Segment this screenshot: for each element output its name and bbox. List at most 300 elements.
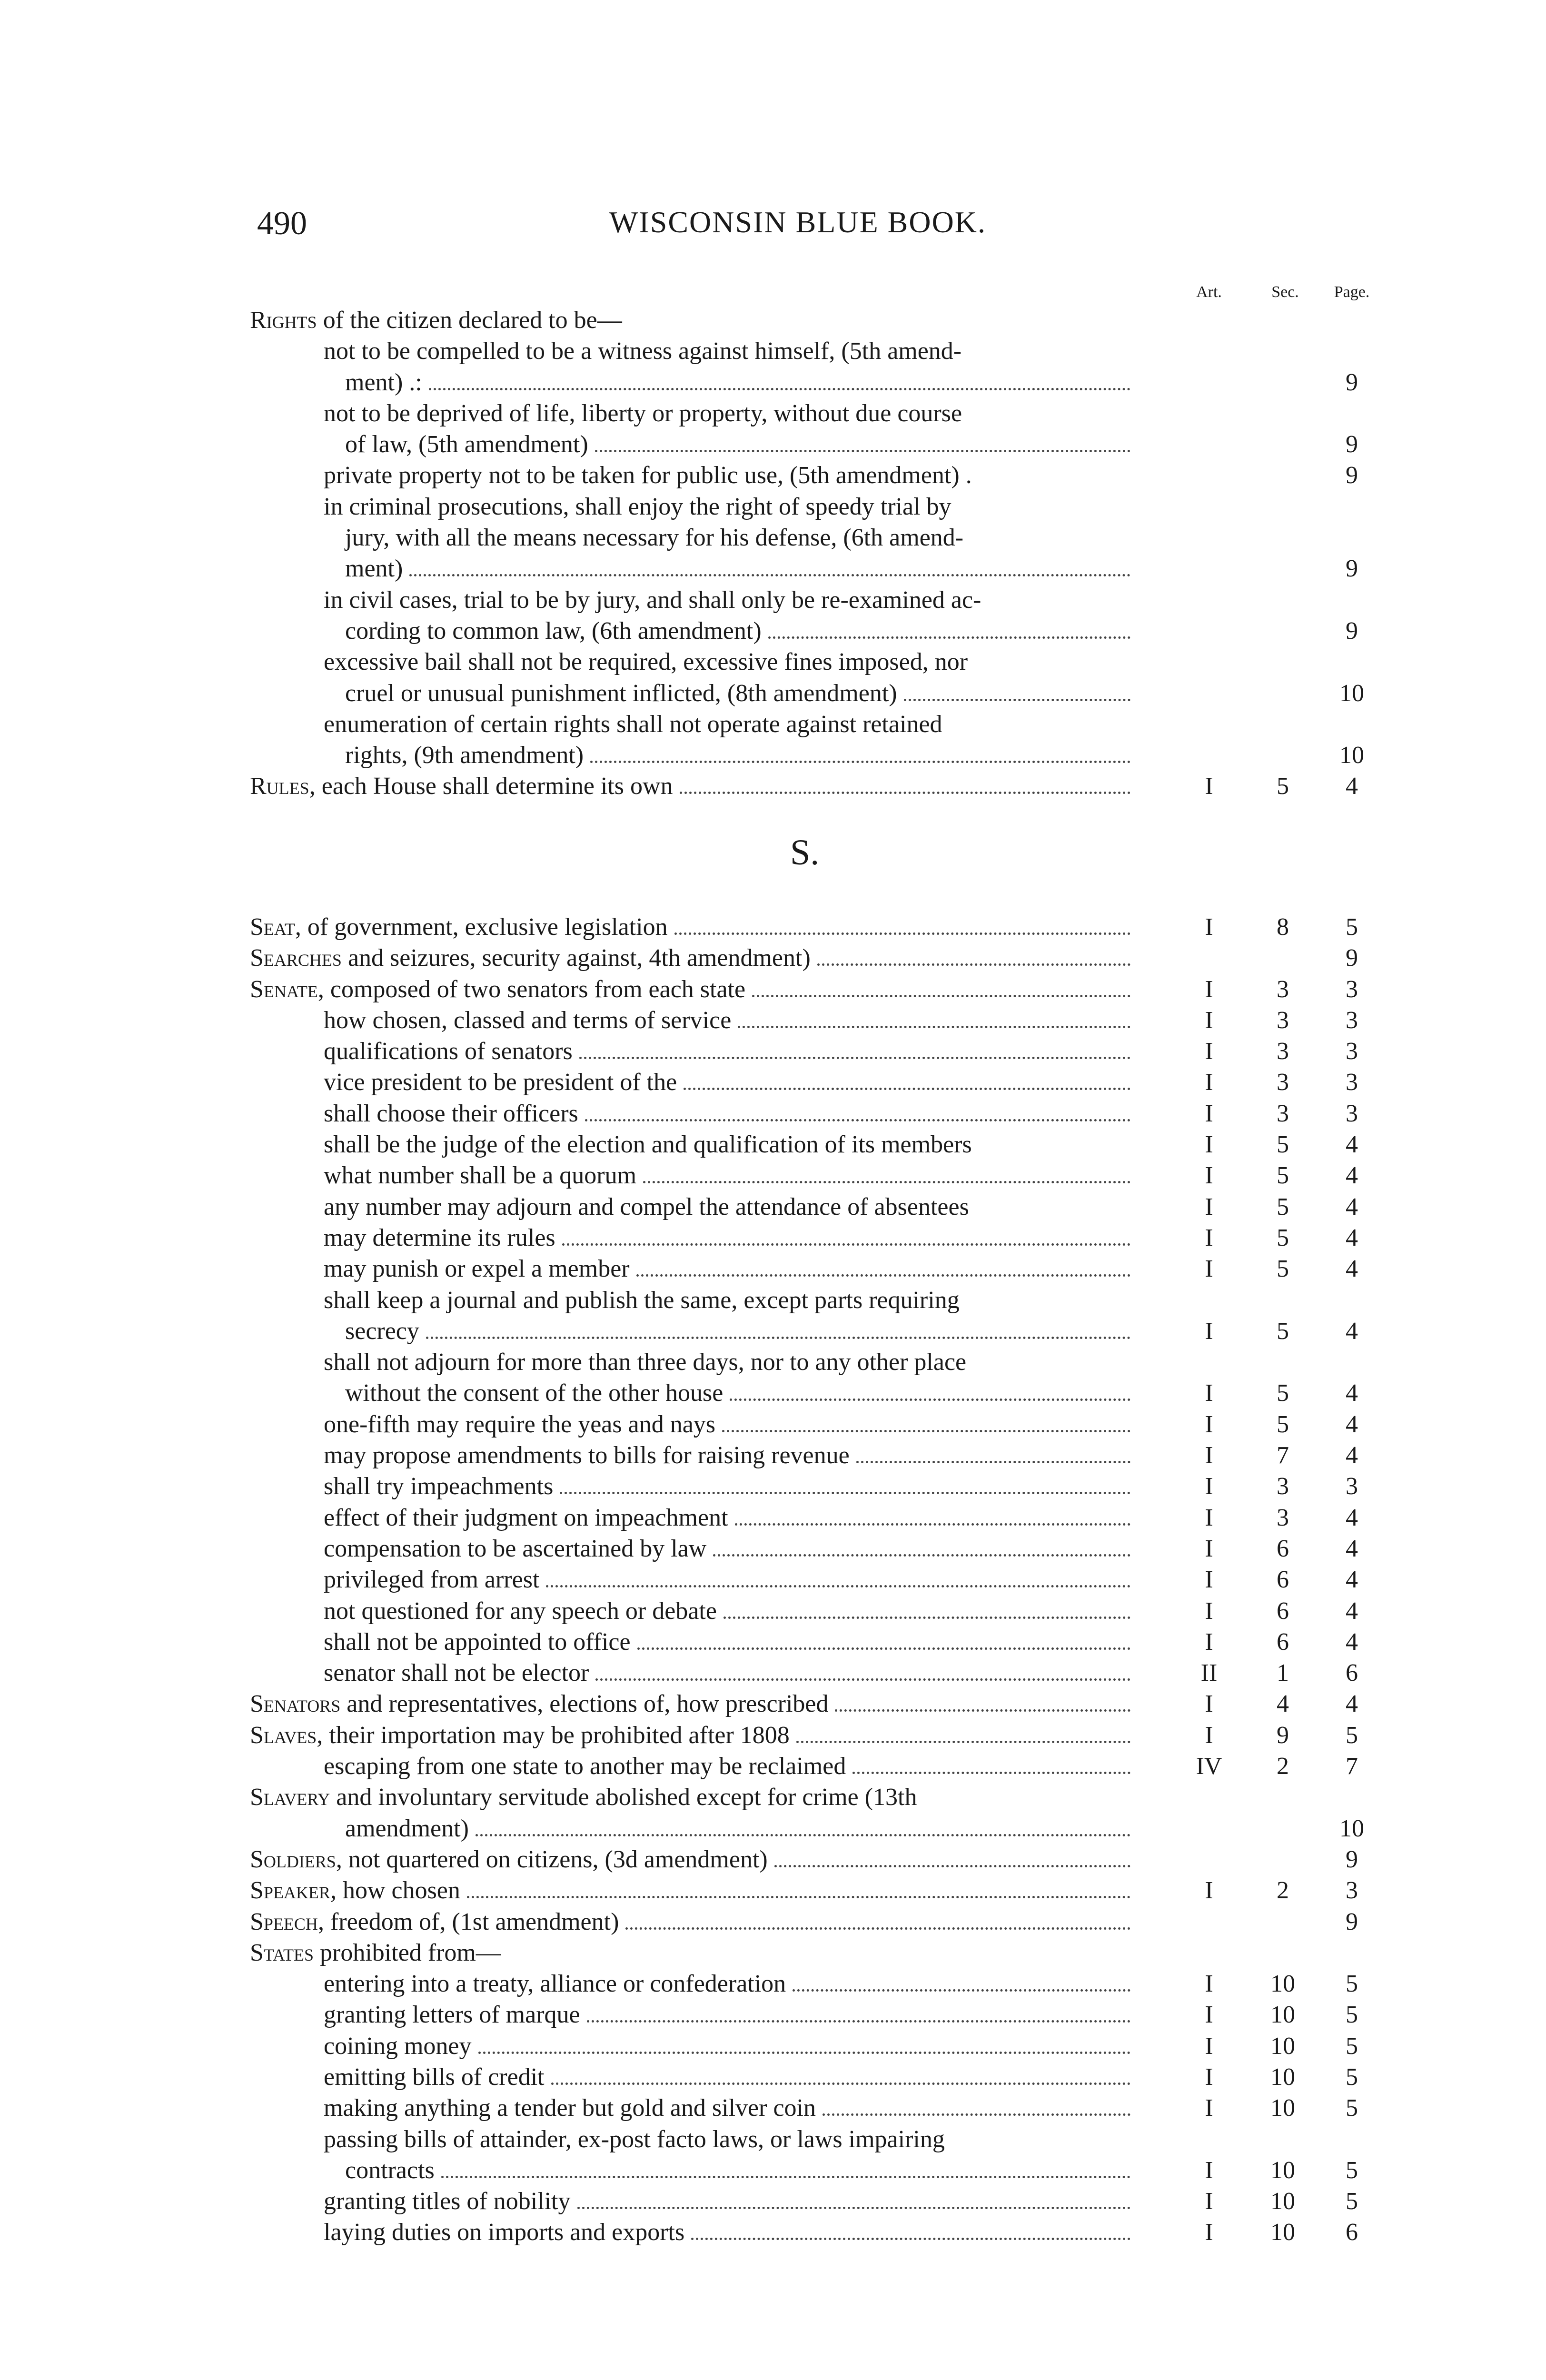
entry-description: jury, with all the means necessary for his defense, (6th amend- [345, 524, 964, 552]
index-entry [0, 942, 1546, 973]
entry-text [324, 709, 942, 740]
entry-description: granting titles of nobility [324, 2188, 571, 2215]
page-reference: 9 [1346, 555, 1358, 583]
page-reference: 4 [1346, 1317, 1358, 1345]
entry-heading: Slaves [250, 1721, 317, 1749]
dot-leader [684, 1067, 1130, 1098]
dot-leader [752, 974, 1130, 1005]
entry-description: and involuntary servitude abolished except for crime (13th [330, 1784, 917, 1811]
section-number: 10 [1270, 2219, 1295, 2246]
entry-text [324, 1564, 539, 1595]
entry-text [345, 1378, 723, 1408]
entry-text [345, 2155, 435, 2186]
dot-leader [546, 1564, 1130, 1595]
page-reference: 4 [1346, 1690, 1358, 1718]
dot-leader [595, 429, 1130, 460]
page-reference: 5 [1346, 2063, 1358, 2091]
entry-text [250, 1688, 828, 1719]
dot-leader [856, 1440, 1130, 1471]
entry-description: private property not to be taken for public use, (5th amendment) . [324, 462, 972, 489]
entry-description: granting letters of marque [324, 2001, 580, 2029]
entry-text [345, 740, 584, 771]
dot-leader [562, 1222, 1130, 1253]
entry-description: shall not be appointed to office [324, 1628, 631, 1656]
entry-heading: States [250, 1939, 314, 1966]
page-number: 490 [257, 205, 307, 242]
page-reference: 4 [1346, 1131, 1358, 1159]
article-number: II [1200, 1659, 1218, 1687]
section-number: 2 [1277, 1877, 1289, 1904]
page-reference: 3 [1346, 1877, 1358, 1904]
dot-leader [637, 1626, 1130, 1657]
dot-leader [680, 771, 1130, 802]
entry-text [324, 1253, 630, 1284]
entry-text [324, 1005, 731, 1036]
entry-description: senator shall not be elector [324, 1659, 589, 1687]
index-entry [0, 1844, 1546, 1875]
entry-description: may punish or expel a member [324, 1255, 630, 1283]
entry-text [250, 1782, 917, 1813]
entry-description: cruel or unusual punishment inflicted, (8th amendment) [345, 679, 897, 707]
index-entry [0, 1036, 1546, 1067]
article-number: I [1205, 773, 1213, 800]
entry-description: contracts [345, 2156, 435, 2184]
page-reference: 9 [1346, 368, 1358, 396]
page-reference: 4 [1346, 1162, 1358, 1190]
entry-text [324, 2217, 684, 2248]
section-number: 1 [1277, 1659, 1289, 1687]
section-number: 5 [1277, 1410, 1289, 1438]
index-entry [0, 1222, 1546, 1253]
page-reference: 9 [1346, 462, 1358, 489]
index-entry [0, 740, 1546, 771]
page-reference: 4 [1346, 1504, 1358, 1531]
dot-leader [426, 1316, 1130, 1347]
entry-text [324, 1533, 706, 1564]
index-entry [0, 585, 1546, 615]
section-letter: S. [790, 833, 820, 873]
entry-text [324, 1067, 677, 1098]
entry-text [324, 1657, 589, 1688]
entry-description: qualifications of senators [324, 1038, 573, 1065]
entry-description: and representatives, elections of, how prescribed [340, 1690, 829, 1718]
index-entry [0, 2031, 1546, 2062]
entry-text [345, 678, 897, 709]
section-number: 10 [1270, 2094, 1295, 2122]
dot-leader [409, 553, 1130, 584]
entry-text [324, 2062, 545, 2092]
index-entry [0, 1626, 1546, 1657]
article-number: I [1205, 2032, 1213, 2060]
entry-text [324, 2124, 945, 2155]
entry-text [250, 1875, 460, 1906]
section-number: 3 [1277, 1038, 1289, 1065]
index-entry [0, 522, 1546, 553]
index-entry [0, 1378, 1546, 1408]
article-number: I [1205, 1410, 1213, 1438]
section-number: 9 [1277, 1721, 1289, 1749]
entry-description: and seizures, security against, 4th amendment) [341, 944, 811, 972]
page-reference: 4 [1346, 1193, 1358, 1220]
page-reference: 5 [1346, 1970, 1358, 1998]
entry-description: making anything a tender but gold and silver coin [324, 2094, 816, 2122]
entry-text [250, 974, 745, 1005]
page-reference: 3 [1346, 975, 1358, 1003]
entry-text [250, 771, 673, 802]
entry-text [345, 1316, 419, 1347]
index-entry [0, 974, 1546, 1005]
article-number: I [1205, 1970, 1213, 1998]
entry-description: shall not adjourn for more than three days, nor to any other place [324, 1349, 967, 1376]
page-reference: 6 [1346, 2219, 1358, 2246]
section-number: 3 [1277, 1504, 1289, 1531]
index-entry [0, 1253, 1546, 1284]
article-number: I [1205, 1069, 1213, 1096]
index-entry [0, 1347, 1546, 1378]
index-entry [0, 398, 1546, 429]
entry-text [250, 1937, 501, 1968]
entry-description: enumeration of certain rights shall not operate against retained [324, 710, 942, 738]
article-number: IV [1196, 1753, 1222, 1780]
article-number: I [1205, 2001, 1213, 2029]
entry-description: , how chosen [330, 1877, 460, 1904]
section-number: 6 [1277, 1535, 1289, 1562]
entry-heading: Speech [250, 1908, 318, 1935]
article-number: I [1205, 1877, 1213, 1904]
page-reference: 5 [1346, 2094, 1358, 2122]
section-number: 3 [1277, 1069, 1289, 1096]
entry-text [324, 1160, 636, 1191]
entry-description: shall keep a journal and publish the same, except parts requiring [324, 1286, 960, 1314]
entry-heading: Soldiers [250, 1845, 336, 1873]
entry-text [324, 1036, 573, 1067]
article-number: I [1205, 2094, 1213, 2122]
entry-text [250, 912, 668, 942]
entry-description: in civil cases, trial to be by jury, and shall only be re-examined ac- [324, 586, 981, 614]
section-number: 2 [1277, 1753, 1289, 1780]
article-number: I [1205, 1193, 1213, 1220]
entry-description: cording to common law, (6th amendment) [345, 617, 762, 645]
article-number: I [1205, 2156, 1213, 2184]
entry-text [324, 2031, 472, 2062]
entry-heading: Searches [250, 944, 342, 972]
entry-description: secrecy [345, 1317, 419, 1345]
entry-text [324, 585, 981, 615]
section-number: 6 [1277, 1628, 1289, 1656]
article-number: I [1205, 2063, 1213, 2091]
index-entry [0, 1968, 1546, 1999]
article-number: I [1205, 1038, 1213, 1065]
index-entry [0, 912, 1546, 942]
page-reference: 4 [1346, 1597, 1358, 1625]
page-reference: 4 [1346, 1410, 1358, 1438]
dot-leader [730, 1378, 1130, 1408]
section-number: 10 [1270, 2001, 1295, 2029]
index-entry [0, 1813, 1546, 1844]
article-number: I [1205, 1535, 1213, 1562]
article-number: I [1205, 1597, 1213, 1625]
entry-description: coining money [324, 2032, 472, 2060]
entry-text [324, 1222, 555, 1253]
index-entry [0, 1316, 1546, 1347]
entry-text [324, 1626, 631, 1657]
index-entry [0, 460, 1546, 491]
entry-text [324, 1191, 969, 1222]
section-number: 7 [1277, 1442, 1289, 1469]
dot-leader [441, 2155, 1130, 2186]
page-reference: 9 [1346, 1908, 1358, 1935]
entry-text [250, 1844, 768, 1875]
section-number: 10 [1270, 2063, 1295, 2091]
entry-description: may determine its rules [324, 1224, 555, 1251]
page-reference: 10 [1339, 1815, 1364, 1842]
entry-description: entering into a treaty, alliance or confederation [324, 1970, 786, 1998]
index-entry [0, 2124, 1546, 2155]
dot-leader [625, 1906, 1130, 1937]
entry-description: prohibited from— [314, 1939, 501, 1966]
entry-text [324, 1129, 972, 1160]
dot-leader [560, 1471, 1130, 1502]
entry-heading: Slavery [250, 1784, 330, 1811]
entry-description: of law, (5th amendment) [345, 431, 588, 458]
entry-description: ment) [345, 555, 403, 583]
index-entry [0, 305, 1546, 336]
section-number: 5 [1277, 1224, 1289, 1251]
section-column-header: Sec. [1271, 283, 1299, 301]
entry-description: without the consent of the other house [345, 1379, 723, 1407]
dot-leader [674, 912, 1130, 942]
dot-leader [774, 1844, 1130, 1875]
entry-description: , their importation may be prohibited after 1808 [317, 1721, 790, 1749]
entry-description: excessive bail shall not be required, excessive fines imposed, nor [324, 648, 968, 676]
page-reference: 4 [1346, 1255, 1358, 1283]
dot-leader [587, 1999, 1130, 2030]
dot-leader [467, 1875, 1130, 1906]
section-number: 4 [1277, 1690, 1289, 1718]
entry-heading: Senators [250, 1690, 341, 1718]
section-number: 3 [1277, 975, 1289, 1003]
entry-heading: Rights [250, 307, 317, 334]
index-entry [0, 1005, 1546, 1036]
page-reference: 5 [1346, 2032, 1358, 2060]
index-entry [0, 429, 1546, 460]
article-number: I [1205, 1006, 1213, 1034]
entry-text [250, 1906, 619, 1937]
article-number: I [1205, 1317, 1213, 1345]
entry-text [250, 942, 811, 973]
entry-description: compensation to be ascertained by law [324, 1535, 707, 1562]
page-reference: 4 [1346, 1379, 1358, 1407]
index-entry [0, 709, 1546, 740]
index-entry [0, 1440, 1546, 1471]
index-entry [0, 771, 1546, 802]
dot-leader [478, 2031, 1130, 2062]
entry-description: shall be the judge of the election and qualification of its members [324, 1131, 972, 1159]
entry-description: of the citizen declared to be— [317, 307, 622, 334]
entry-text [345, 522, 963, 553]
entry-text [324, 1968, 786, 1999]
index-entry [0, 615, 1546, 646]
section-number: 3 [1277, 1473, 1289, 1500]
article-number: I [1205, 1721, 1213, 1749]
index-entry [0, 1067, 1546, 1098]
index-entry [0, 1191, 1546, 1222]
entry-text [324, 460, 972, 491]
entry-description: , not quartered on citizens, (3d amendment) [336, 1845, 768, 1873]
entry-description: may propose amendments to bills for raising revenue [324, 1442, 850, 1469]
index-entry [0, 2092, 1546, 2123]
index-entry [0, 2217, 1546, 2248]
entry-description: , freedom of, (1st amendment) [317, 1908, 619, 1935]
section-number: 5 [1277, 1193, 1289, 1220]
index-entry [0, 1596, 1546, 1626]
entry-text [250, 305, 622, 336]
entry-description: vice president to be president of the [324, 1069, 677, 1096]
index-entry [0, 1688, 1546, 1719]
index-entry [0, 1875, 1546, 1906]
page-reference: 5 [1346, 2188, 1358, 2215]
dot-leader [793, 1968, 1130, 1999]
section-number: 5 [1277, 1162, 1289, 1190]
entry-text [345, 1813, 469, 1844]
page-reference: 5 [1346, 2001, 1358, 2029]
index-entry [0, 1751, 1546, 1782]
dot-leader [852, 1751, 1130, 1782]
entry-description: ment) .: [345, 368, 422, 396]
entry-text [324, 1347, 966, 1378]
entry-description: , each House shall determine its own [309, 773, 673, 800]
section-number: 6 [1277, 1597, 1289, 1625]
section-number: 3 [1277, 1100, 1289, 1127]
page-reference: 9 [1346, 944, 1358, 972]
dot-leader [823, 2092, 1130, 2123]
index-entry [0, 2155, 1546, 2186]
article-number: I [1205, 1224, 1213, 1251]
article-number: I [1205, 1131, 1213, 1159]
page-reference: 6 [1346, 1659, 1358, 1687]
section-number: 5 [1277, 773, 1289, 800]
page-reference: 3 [1346, 1006, 1358, 1034]
page-reference: 5 [1346, 2156, 1358, 2184]
entry-text [324, 1502, 728, 1533]
section-number: 10 [1270, 2188, 1295, 2215]
index-entry [0, 1937, 1546, 1968]
article-number: I [1205, 913, 1213, 941]
article-number: I [1205, 2188, 1213, 2215]
section-number: 5 [1277, 1379, 1289, 1407]
dot-leader [636, 1253, 1130, 1284]
entry-text [345, 553, 403, 584]
entry-text [324, 336, 961, 367]
index-entries-r [0, 305, 1546, 802]
dot-leader [429, 367, 1130, 398]
entry-description: in criminal prosecutions, shall enjoy the right of speedy trial by [324, 493, 951, 520]
page-reference: 3 [1346, 1100, 1358, 1127]
index-entry [0, 1533, 1546, 1564]
page-reference: 3 [1346, 1473, 1358, 1500]
page-reference: 3 [1346, 1069, 1358, 1096]
dot-leader [817, 942, 1130, 973]
index-entry [0, 1502, 1546, 1533]
entry-text [324, 2186, 571, 2217]
index-entry [0, 2062, 1546, 2092]
entry-text [324, 1440, 850, 1471]
article-number: I [1205, 1255, 1213, 1283]
entry-description: passing bills of attainder, ex-post facto laws, or laws impairing [324, 2125, 945, 2153]
article-number: I [1205, 975, 1213, 1003]
entry-text [250, 1720, 790, 1751]
page-reference: 9 [1346, 617, 1358, 645]
section-number: 5 [1277, 1131, 1289, 1159]
entry-description: , of government, exclusive legislation [295, 913, 668, 941]
entry-description: not questioned for any speech or debate [324, 1597, 717, 1625]
entry-text [324, 1999, 580, 2030]
entry-heading: Speaker [250, 1877, 330, 1904]
page-reference: 4 [1346, 1566, 1358, 1594]
article-number: I [1205, 1473, 1213, 1500]
index-entry [0, 1098, 1546, 1129]
index-entry [0, 1564, 1546, 1595]
page-column-header: Page. [1334, 283, 1370, 301]
section-number: 6 [1277, 1566, 1289, 1594]
index-entry [0, 1160, 1546, 1191]
dot-leader [595, 1657, 1130, 1688]
page-title: WISCONSIN BLUE BOOK. [609, 205, 986, 239]
dot-leader [738, 1005, 1130, 1036]
section-number: 8 [1277, 913, 1289, 941]
dot-leader [590, 740, 1130, 771]
article-number: I [1205, 1100, 1213, 1127]
dot-leader [551, 2062, 1130, 2092]
index-entry [0, 2186, 1546, 2217]
article-number: I [1205, 2219, 1213, 2246]
index-entry [0, 491, 1546, 522]
entry-text [324, 2092, 816, 2123]
entry-heading: Seat [250, 913, 295, 941]
entry-description: shall choose their officers [324, 1100, 578, 1127]
page-reference: 5 [1346, 1721, 1358, 1749]
column-headers [1180, 283, 1380, 307]
index-entries-s [0, 912, 1546, 2248]
dot-leader [643, 1160, 1130, 1191]
dot-leader [796, 1720, 1130, 1751]
entry-description: one-fifth may require the yeas and nays [324, 1410, 716, 1438]
entry-text [324, 1285, 960, 1316]
entry-text [345, 429, 588, 460]
section-number: 10 [1270, 1970, 1295, 1998]
index-entry [0, 1906, 1546, 1937]
entry-text [324, 1596, 717, 1626]
entry-description: effect of their judgment on impeachment [324, 1504, 728, 1531]
entry-description: shall try impeachments [324, 1473, 554, 1500]
index-entry [0, 1720, 1546, 1751]
entry-description: not to be deprived of life, liberty or property, without due course [324, 399, 962, 427]
dot-leader [577, 2186, 1130, 2217]
article-number: I [1205, 1442, 1213, 1469]
page-reference: 5 [1346, 913, 1358, 941]
page-reference: 4 [1346, 1442, 1358, 1469]
index-entry [0, 678, 1546, 709]
index-entry [0, 1129, 1546, 1160]
index-entry [0, 1285, 1546, 1316]
entry-description: escaping from one state to another may be reclaimed [324, 1753, 846, 1780]
section-number: 10 [1270, 2156, 1295, 2184]
entry-description: how chosen, classed and terms of service [324, 1006, 732, 1034]
page-reference: 9 [1346, 431, 1358, 458]
index-entry [0, 553, 1546, 584]
article-number: I [1205, 1162, 1213, 1190]
entry-description: not to be compelled to be a witness against himself, (5th amend- [324, 337, 962, 365]
